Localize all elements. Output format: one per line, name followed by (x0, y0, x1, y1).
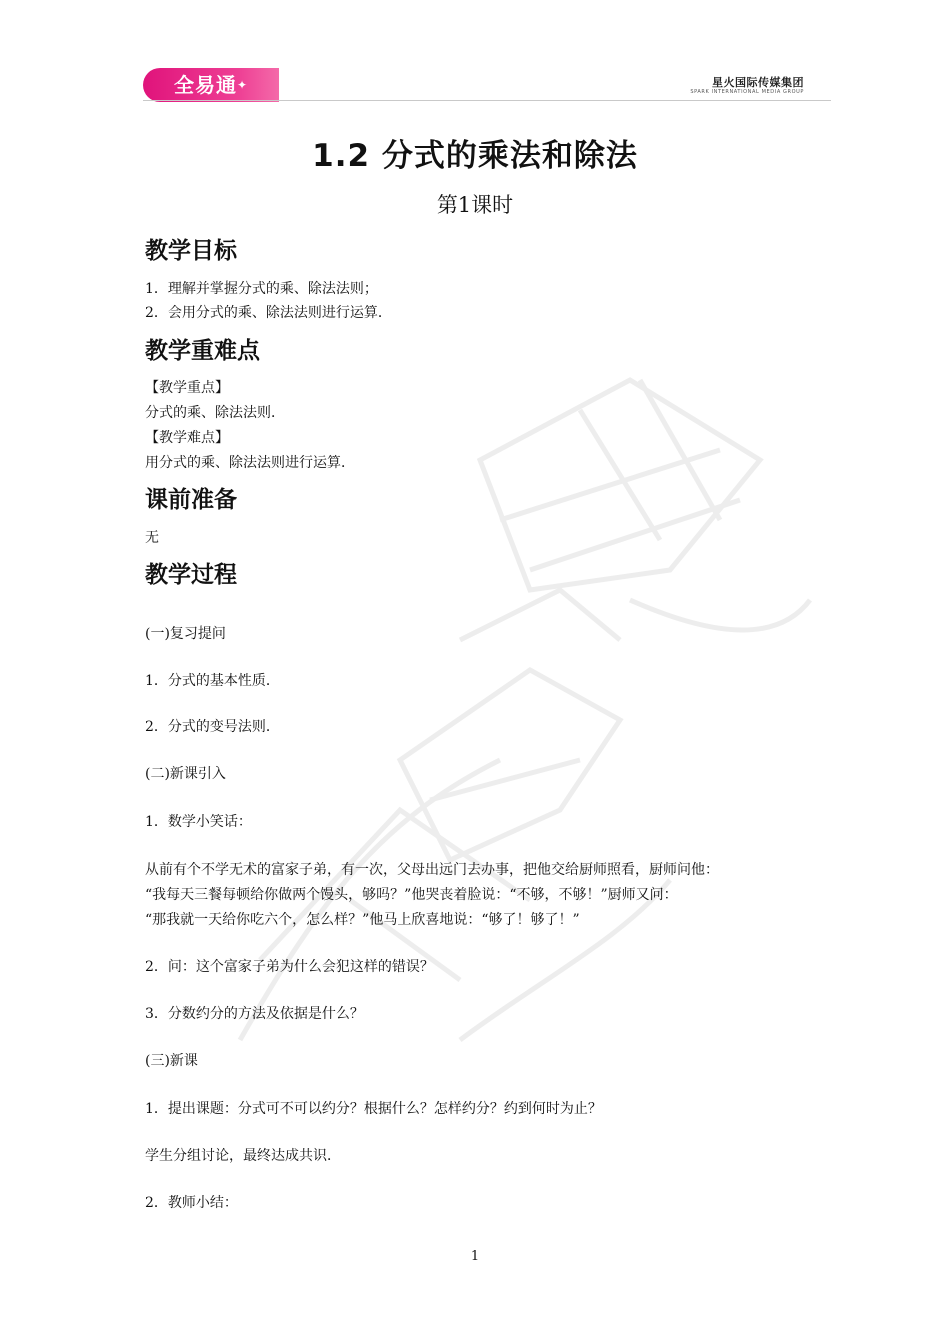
process-line: (二)新课引入 (145, 766, 226, 782)
publisher-name-en: SPARK INTERNATIONAL MEDIA GROUP (690, 89, 804, 95)
process-line: “我每天三餐每顿给你做两个馒头，够吗？”他哭丧着脸说：“不够，不够！”厨师又问： (145, 887, 678, 903)
process-line: (三)新课 (145, 1053, 198, 1069)
key-point-label: 【教学重点】 (145, 380, 229, 396)
process-line: 2．教师小结： (145, 1195, 238, 1211)
key-point-text: 分式的乘、除法法则． (145, 405, 285, 421)
page-number: 1 (470, 1249, 480, 1264)
lesson-period: 第1课时 (436, 193, 514, 217)
process-line: 1．数学小笑话： (145, 814, 252, 830)
process-line: “那我就一天给你吃六个，怎么样？”他马上欣喜地说：“够了！够了！” (145, 912, 580, 928)
process-line: (一)复习提问 (145, 626, 226, 642)
watermark-logo (200, 340, 820, 1060)
process-line: 2．分式的变号法则． (145, 719, 280, 735)
section-heading-objectives: 教学目标 (145, 238, 237, 264)
process-line: 从前有个不学无术的富家子弟，有一次，父母出远门去办事，把他交给厨师照看，厨师问他： (145, 862, 719, 878)
section-heading-preparation: 课前准备 (145, 487, 237, 513)
difficult-point-label: 【教学难点】 (145, 430, 229, 446)
process-line: 学生分组讨论，最终达成共识． (145, 1148, 341, 1164)
page-title: 1.2 分式的乘法和除法 (312, 138, 638, 174)
preparation-text: 无 (145, 530, 159, 546)
difficult-point-text: 用分式的乘、除法法则进行运算． (145, 455, 355, 471)
objective-item: 2．会用分式的乘、除法法则进行运算． (145, 305, 392, 321)
publisher-name: 星火国际传媒集团 (712, 76, 804, 89)
header-divider (143, 100, 831, 101)
section-heading-key-points: 教学重难点 (145, 338, 260, 364)
process-line: 2．问：这个富家子弟为什么会犯这样的错误？ (145, 959, 434, 975)
section-heading-process: 教学过程 (145, 562, 237, 588)
process-line: 1．分式的基本性质． (145, 673, 280, 689)
brand-logo: 全易通✦ (143, 68, 279, 102)
process-line: 1．提出课题：分式可不可以约分？根据什么？怎样约分？约到何时为止？ (145, 1101, 602, 1117)
objective-item: 1．理解并掌握分式的乘、除法法则； (145, 281, 378, 297)
process-line: 3．分数约分的方法及依据是什么？ (145, 1006, 364, 1022)
